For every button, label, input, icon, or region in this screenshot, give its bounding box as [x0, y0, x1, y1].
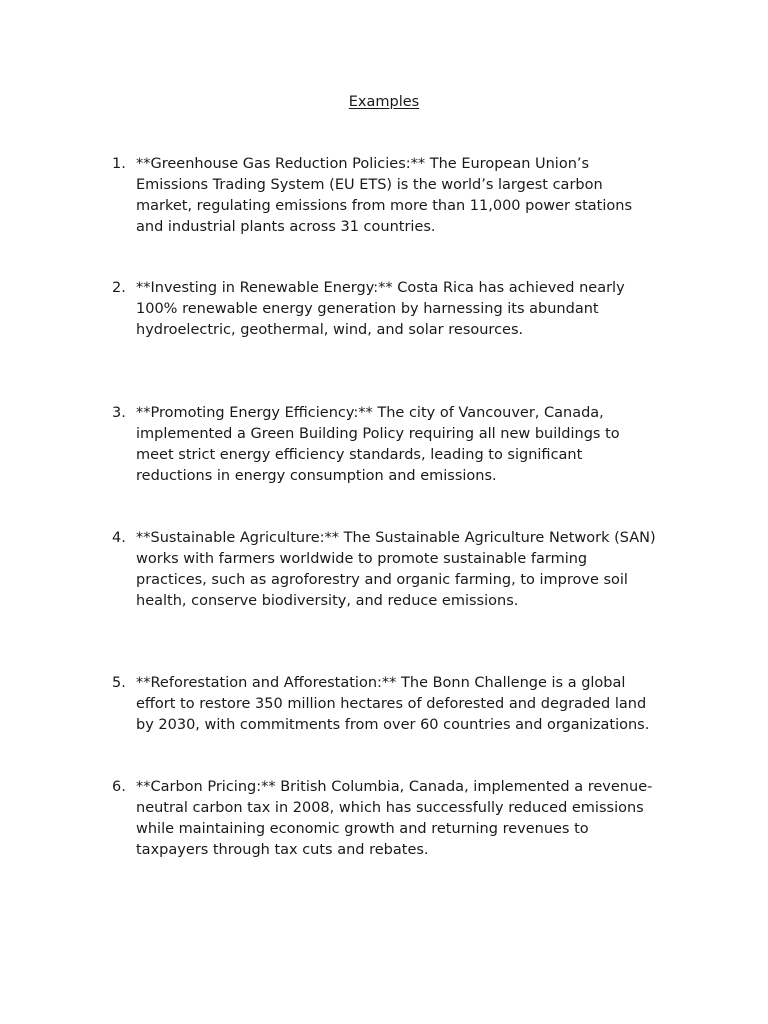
list-item	[112, 528, 688, 612]
list-item-number: 1.	[112, 156, 126, 172]
list-item-text: **Reforestation and Afforestation:** The Bonn Challenge is a global effort to restore 350 million hectares of deforested and degraded land by 2030, with commitments from over 60 countries and organizations.	[136, 675, 650, 733]
list-item	[112, 403, 688, 487]
list-item	[112, 673, 688, 736]
page-title: Examples	[348, 94, 420, 110]
list-item-number: 3.	[112, 405, 126, 421]
list-item-text: **Promoting Energy Efficiency:** The city of Vancouver, Canada, implemented a Green Building Policy requiring all new buildings to meet strict energy efficiency standards, leading to significant reductions in energy consumption and emissions.	[136, 405, 620, 484]
list-item-number: 6.	[112, 779, 126, 795]
list-item	[112, 154, 688, 238]
list-item	[112, 278, 688, 341]
list-item-number: 2.	[112, 280, 126, 296]
list-item-text: **Greenhouse Gas Reduction Policies:** The European Union’s Emissions Trading System (EU ETS) is the world’s largest carbon market, regulating emissions from more than 11,000 power stations and industrial plants across 31 countries.	[136, 156, 633, 235]
list-item-number: 5.	[112, 675, 126, 691]
list-item-number: 4.	[112, 530, 126, 546]
list-item-text: **Carbon Pricing:** British Columbia, Canada, implemented a revenue- neutral carbon tax in 2008, which has successfully reduced emissions while maintaining economic growth and returning revenues to taxpayers through tax cuts and rebates.	[136, 779, 653, 858]
list-item-text: **Sustainable Agriculture:** The Sustainable Agriculture Network (SAN) works with farmers worldwide to promote sustainable farming practices, such as agroforestry and organic farming, to improve soil health, conserve biodiversity, and reduce emissions.	[136, 530, 656, 609]
list-item	[112, 777, 688, 861]
list-item-text: **Investing in Renewable Energy:** Costa Rica has achieved nearly 100% renewable energy generation by harnessing its abundant hydroelectric, geothermal, wind, and solar resources.	[136, 280, 625, 338]
